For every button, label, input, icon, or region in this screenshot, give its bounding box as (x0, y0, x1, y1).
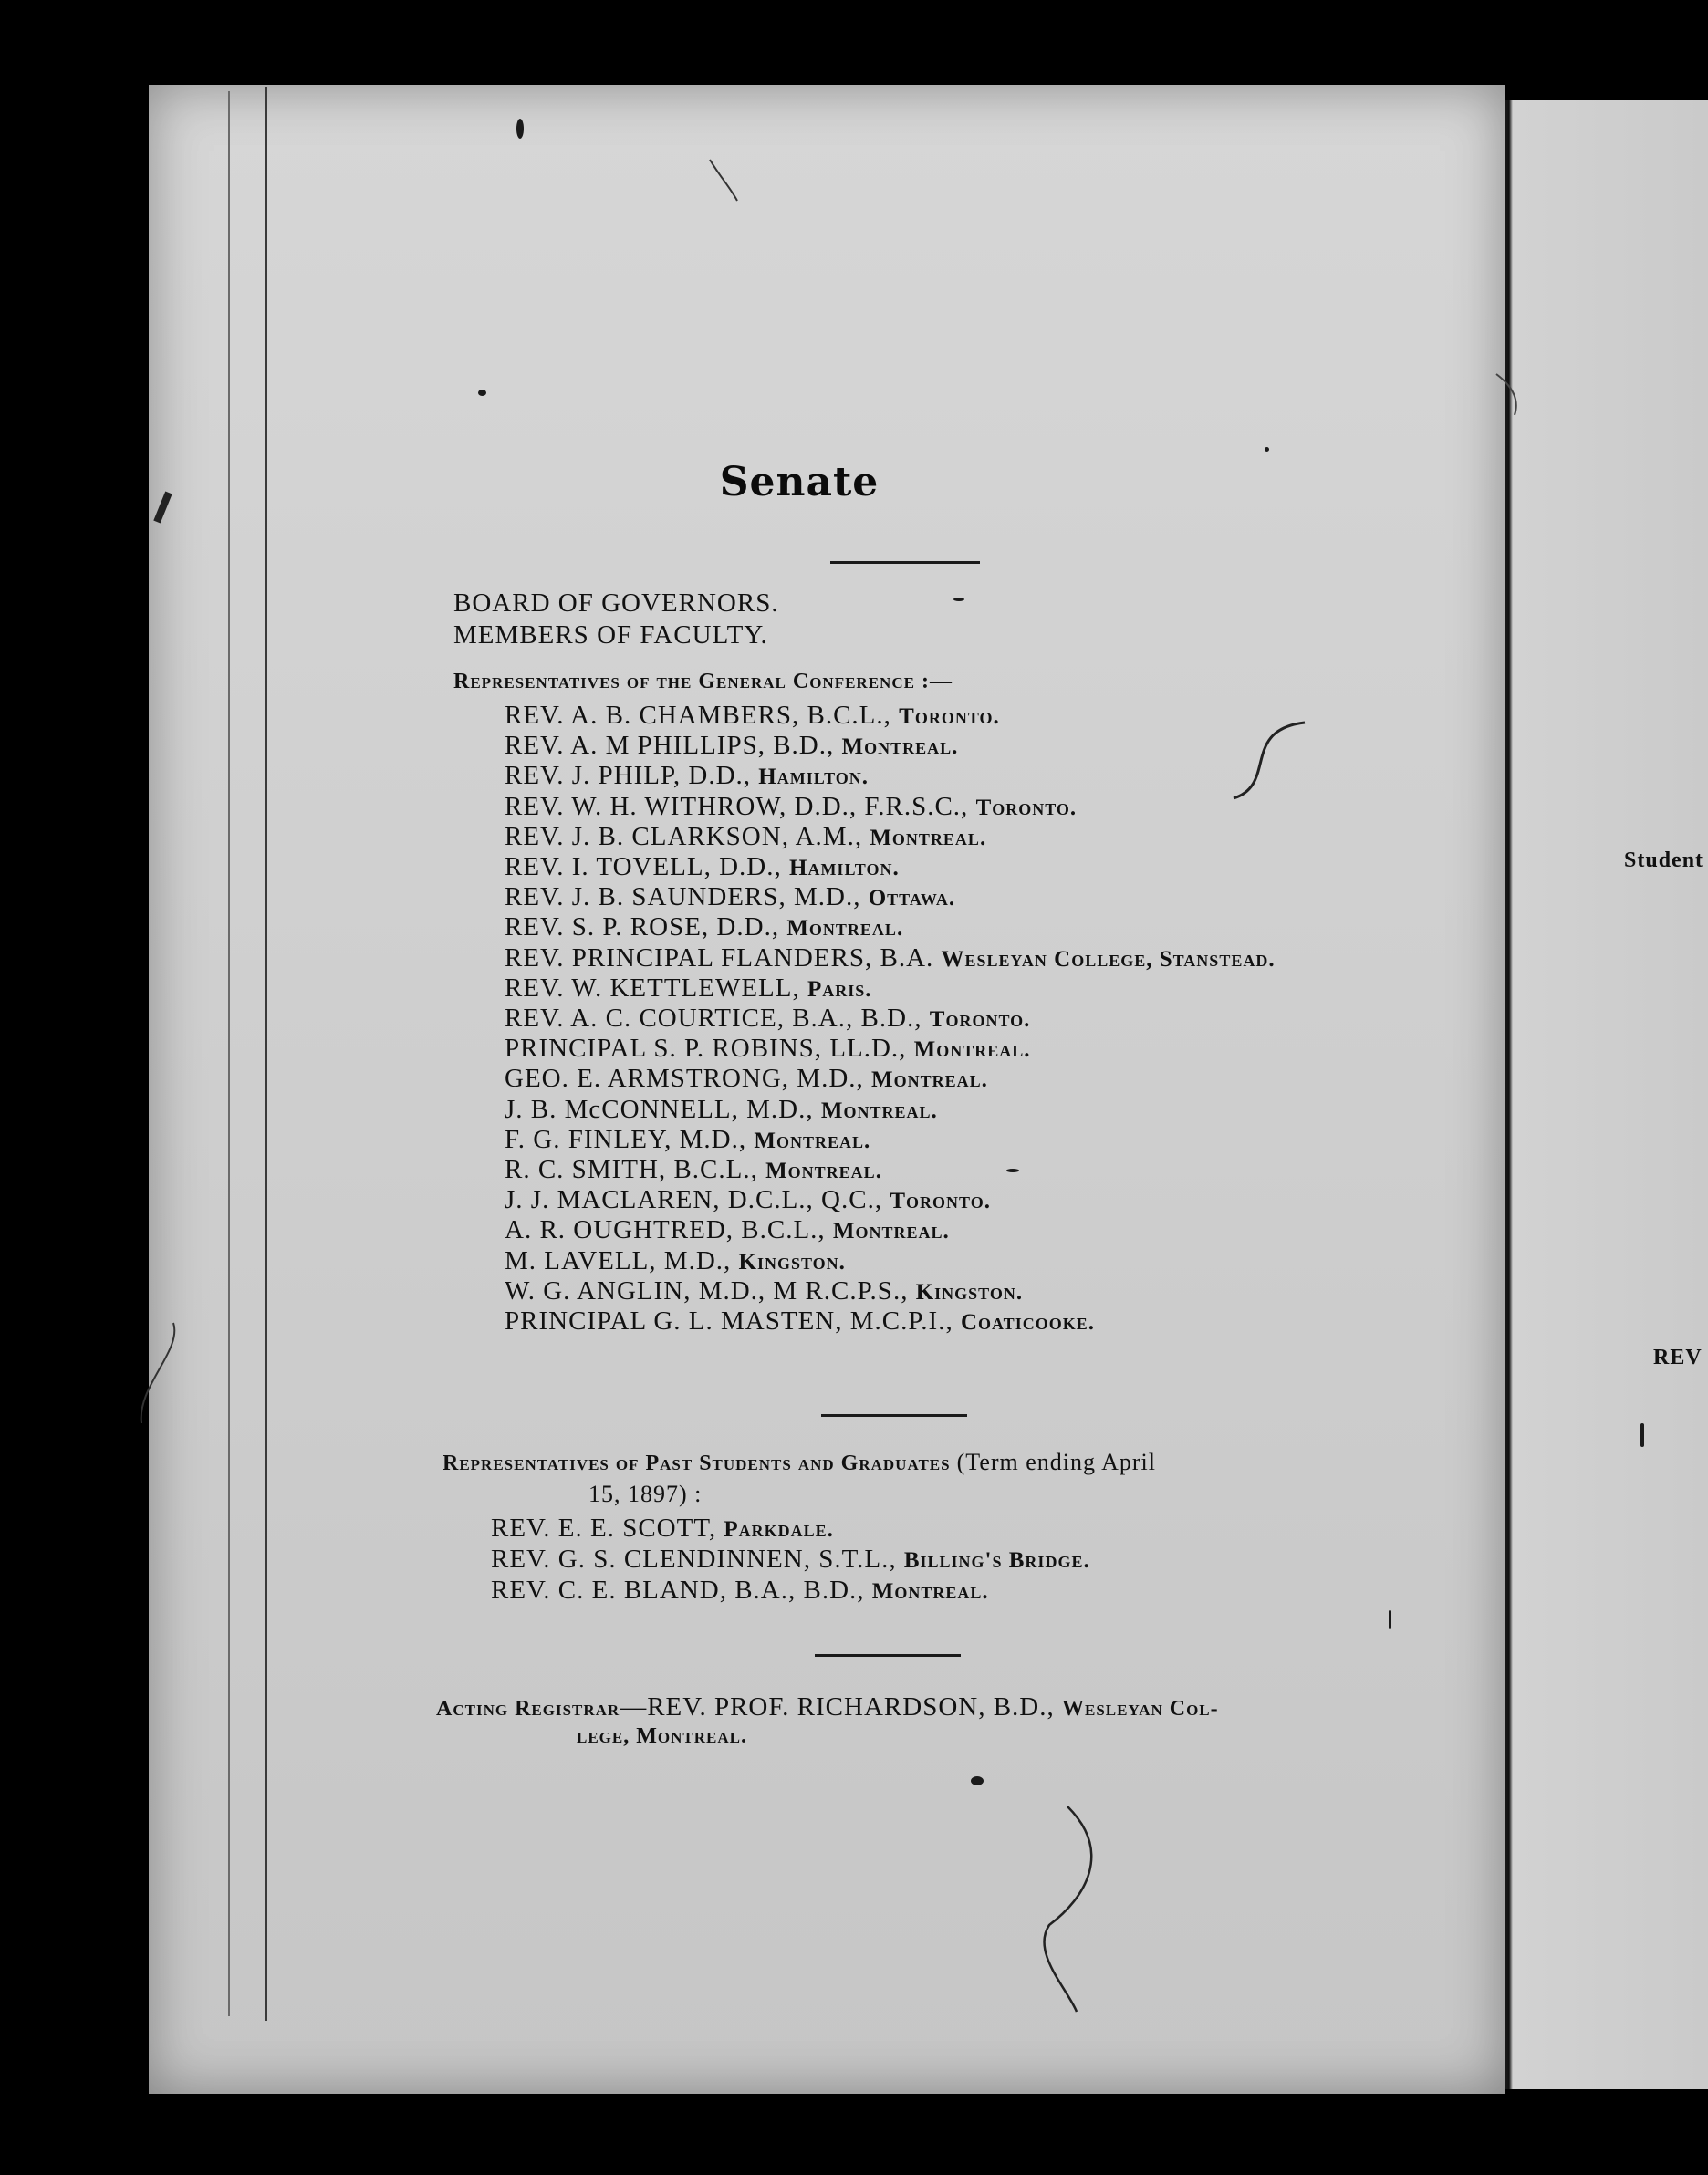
member-place: Kingston. (915, 1279, 1024, 1305)
speck (953, 598, 964, 601)
member-place: Montreal. (786, 916, 904, 942)
member-place: Toronto. (929, 1007, 1031, 1032)
member-place: Hamilton. (758, 765, 870, 790)
past-students-title: Representatives of Past Students and Graduates (443, 1452, 951, 1475)
member-place: Kingston. (738, 1249, 846, 1275)
member-name: REV. C. E. BLAND, B.A., B.D., (491, 1576, 865, 1605)
member-place: Hamilton. (789, 856, 900, 880)
divider (821, 1414, 967, 1417)
member-name: REV. A. C. COURTICE, B.A., B.D., (505, 1004, 922, 1033)
member-name: J. B. McCONNELL, M.D., (505, 1094, 814, 1124)
member-line (505, 1246, 846, 1276)
speck (478, 390, 486, 396)
member-line (505, 1064, 988, 1094)
speck (971, 1776, 984, 1785)
member-name: REV. A. M PHILLIPS, B.D., (505, 731, 835, 761)
member-line (505, 822, 986, 852)
member-place: Toronto. (899, 704, 1000, 729)
member-place: Paris. (807, 976, 872, 1002)
member-line (491, 1545, 1090, 1575)
member-name: R. C. SMITH, B.C.L., (505, 1155, 758, 1184)
member-line (505, 1276, 1023, 1306)
member-place: Toronto. (890, 1189, 991, 1214)
member-name: A. R. OUGHTRED, B.C.L., (505, 1215, 826, 1245)
member-place: Montreal. (832, 1219, 950, 1244)
member-place: Parkdale. (724, 1517, 834, 1542)
member-place: Montreal. (765, 1159, 882, 1183)
member-line (505, 1306, 1095, 1337)
member-name: REV. W. H. WITHROW, D.D., F.R.S.C., (505, 791, 969, 821)
page-title: Senate (719, 459, 880, 505)
member-place: Montreal. (754, 1128, 871, 1153)
member-line (505, 1155, 882, 1185)
member-name: PRINCIPAL S. P. ROBINS, LL.D., (505, 1034, 907, 1064)
member-line (505, 701, 1000, 731)
member-line (505, 882, 955, 912)
divider (815, 1654, 961, 1657)
board-line: MEMBERS OF FACULTY. (453, 620, 768, 650)
registrar-label: Acting Registrar (436, 1697, 620, 1721)
member-name: M. LAVELL, M.D., (505, 1245, 732, 1275)
member-line (491, 1576, 989, 1606)
member-line (505, 973, 872, 1004)
member-line (505, 1185, 991, 1215)
member-place: Montreal. (820, 1098, 938, 1123)
member-line (505, 1125, 870, 1155)
member-name: W. G. ANGLIN, M.D., M R.C.P.S., (505, 1275, 909, 1306)
member-place: Montreal. (913, 1037, 1031, 1063)
section-heading-past-students (443, 1449, 1156, 1476)
member-name: REV. I. TOVELL, D.D., (505, 852, 782, 881)
member-line (505, 731, 958, 761)
speck (1006, 1169, 1019, 1172)
page-edge-line (228, 91, 230, 2016)
member-name: F. G. FINLEY, M.D., (505, 1124, 747, 1154)
member-name: REV. S. P. ROSE, D.D., (505, 912, 780, 942)
member-place: Montreal. (841, 734, 959, 760)
member-line (505, 1034, 1031, 1064)
member-name: REV. J. B. SAUNDERS, M.D., (505, 882, 861, 912)
member-name: REV. G. S. CLENDINNEN, S.T.L., (491, 1545, 897, 1574)
member-place: Wesleyan College, Stanstead. (941, 946, 1276, 972)
member-name: REV. A. B. CHAMBERS, B.C.L., (505, 701, 891, 730)
past-students-term: (Term ending April (956, 1449, 1156, 1475)
member-place: Toronto. (975, 795, 1078, 820)
member-place: Montreal. (871, 1067, 988, 1093)
speck (1640, 1423, 1644, 1447)
speck (1389, 1610, 1391, 1629)
member-name: REV. J. B. CLARKSON, A.M., (505, 821, 863, 851)
member-line (505, 1004, 1030, 1034)
member-line (505, 912, 903, 942)
member-name: REV. J. PHILP, D.D., (505, 761, 752, 791)
board-line: BOARD OF GOVERNORS. (453, 588, 779, 618)
facing-page-fragment-rev: REV (1653, 1346, 1703, 1369)
member-place: Billing's Bridge. (903, 1548, 1090, 1573)
member-place: Coaticooke. (960, 1310, 1095, 1335)
facing-page-fragment-student: Student (1624, 848, 1704, 872)
member-line (505, 943, 1276, 973)
section-heading-general-conference: Representatives of the General Conference :— (453, 670, 953, 693)
speck (516, 119, 524, 139)
member-name: REV. W. KETTLEWELL, (505, 973, 800, 1003)
registrar-place: Wesleyan Col- (1062, 1697, 1219, 1721)
divider (830, 561, 980, 564)
member-name: PRINCIPAL G. L. MASTEN, M.C.P.I., (505, 1306, 953, 1336)
member-line (505, 761, 869, 791)
registrar-name: —REV. PROF. RICHARDSON, B.D., (620, 1692, 1055, 1722)
speck (1265, 447, 1269, 452)
page-margin-rule (265, 87, 267, 2021)
facing-page (1496, 100, 1708, 2089)
member-place: Montreal. (871, 1579, 989, 1604)
member-line (505, 1095, 938, 1125)
member-place: Ottawa. (868, 886, 956, 911)
member-name: GEO. E. ARMSTRONG, M.D., (505, 1064, 864, 1094)
registrar-line (436, 1692, 1219, 1722)
member-name: REV. E. E. SCOTT, (491, 1514, 717, 1543)
member-line (505, 852, 900, 882)
member-line (491, 1514, 834, 1544)
member-name: REV. PRINCIPAL FLANDERS, B.A. (505, 942, 934, 973)
member-name: J. J. MACLAREN, D.C.L., Q.C., (505, 1185, 883, 1215)
member-place: Montreal. (870, 825, 987, 850)
past-students-term-date: 15, 1897) : (588, 1481, 703, 1507)
member-line (505, 792, 1077, 822)
member-line (505, 1215, 950, 1245)
registrar-place-continued: lege, Montreal. (577, 1724, 747, 1748)
